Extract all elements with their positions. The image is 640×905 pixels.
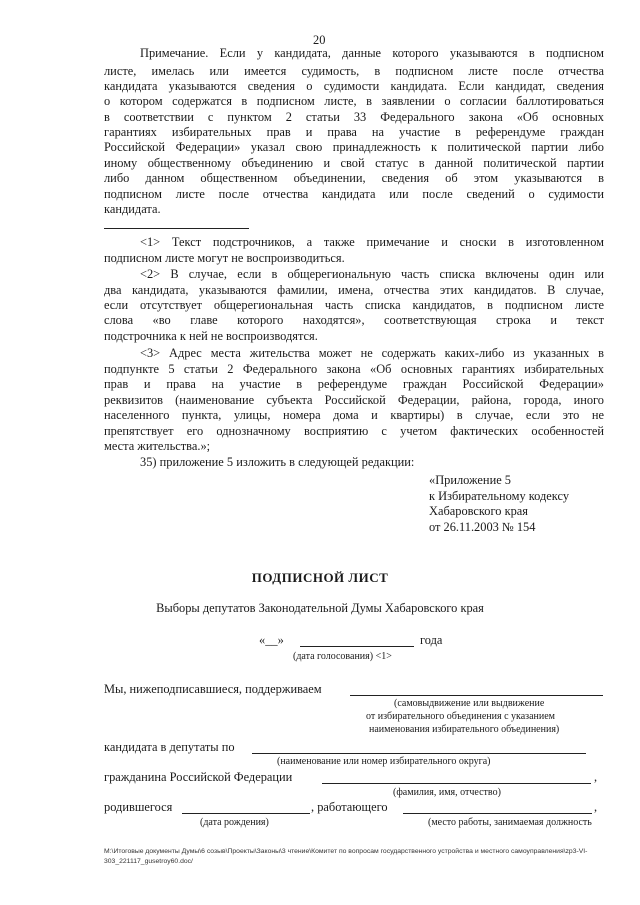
birth-date-caption: (дата рождения) bbox=[200, 817, 269, 828]
citizen-label: гражданина Российской Федерации bbox=[104, 770, 293, 784]
support-line bbox=[350, 695, 603, 696]
page-number: 20 bbox=[313, 33, 326, 47]
footnote-2-line: два кандидата, указываются фамилии, имена, отчества этих кандидатов. В случае, bbox=[104, 283, 604, 297]
candidate-label: кандидата в депутаты по bbox=[104, 740, 235, 754]
working-label: , работающего bbox=[311, 800, 388, 814]
date-line bbox=[300, 646, 414, 647]
footnote-3-line: подпункте 5 статьи 2 Федерального закона «Об основных гарантиях избирательных bbox=[104, 362, 604, 376]
note-line: кандидата указываются сведения о судимости кандидата. Если кандидат, сведения bbox=[104, 79, 604, 93]
footnote-separator bbox=[104, 228, 249, 229]
item-35: 35) приложение 5 изложить в следующей редакции: bbox=[140, 455, 415, 469]
note-line: Примечание. Если у кандидата, данные которого указываются в подписном bbox=[140, 46, 604, 60]
footnote-2-line: слова «во главе которого находятся», соответствующая строка и текст bbox=[104, 313, 604, 327]
note-line: либо данном общественном объединении, сведения об этом указываются в bbox=[104, 171, 604, 185]
footnote-3-line: прав и права на участие в референдуме граждан Российской Федерации» bbox=[104, 377, 604, 391]
file-path-line: 303_221117_gusetroy60.doc/ bbox=[104, 858, 193, 865]
appendix-line: Хабаровского края bbox=[429, 504, 528, 518]
form-title: ПОДПИСНОЙ ЛИСТ bbox=[251, 570, 389, 585]
note-line: кандидата. bbox=[104, 202, 161, 216]
footnote-3-line: препятствует его однозначному восприятию с учетом фактических особенностей bbox=[104, 424, 604, 438]
support-caption-line: от избирательного объединения с указанием bbox=[366, 711, 556, 722]
footnote-2-line: если отсутствует общерегиональная часть списка кандидатов, в подписном листе bbox=[104, 298, 604, 312]
date-year-label: года bbox=[420, 633, 443, 647]
comma: , bbox=[594, 770, 598, 784]
footnote-1-line: <1> Текст подстрочников, а также примечание и сноски в изготовленном bbox=[140, 235, 604, 249]
citizen-caption: (фамилия, имя, отчество) bbox=[393, 787, 501, 798]
footnote-3-line: населенного пункта, улицы, номера дома и квартиры) в случае, если это не bbox=[104, 408, 604, 422]
footnote-3-line: реквизитов (наименование субъекта Российской Федерации, района, города, иного bbox=[104, 393, 604, 407]
note-line: подписном листе после отчества кандидата или после сведений о судимости bbox=[104, 187, 604, 201]
birth-date-line bbox=[182, 813, 310, 814]
work-caption: (место работы, занимаемая должность bbox=[428, 817, 592, 828]
note-line: листе, имелась или имеется судимость, в подписном листе после отчества bbox=[104, 64, 604, 78]
support-caption-line: наименования избирательного объединения) bbox=[369, 724, 560, 735]
footnote-2-line: подстрочника к ней не воспроизводятся. bbox=[104, 329, 318, 343]
date-day: «__» bbox=[259, 633, 284, 647]
citizen-line bbox=[322, 783, 591, 784]
comma: , bbox=[594, 800, 598, 814]
note-line: о котором содержатся в подписном листе, в заявлении о согласии баллотироваться bbox=[104, 94, 604, 108]
support-caption-line: (самовыдвижение или выдвижение bbox=[394, 698, 545, 709]
appendix-line: к Избирательному кодексу bbox=[429, 489, 570, 503]
appendix-line: от 26.11.2003 № 154 bbox=[429, 520, 536, 534]
support-label: Мы, нижеподписавшиеся, поддерживаем bbox=[104, 682, 322, 696]
note-line: в соответствии с пунктом 2 статьи 33 Федерального закона «Об основных bbox=[104, 110, 604, 124]
born-label: родившегося bbox=[104, 800, 173, 814]
footnote-3-line: места жительства.»; bbox=[104, 439, 211, 453]
footnote-2-line: <2> В случае, если в общерегиональную часть списка включены один или bbox=[140, 267, 604, 281]
footnote-3-line: <3> Адрес места жительства может не содержать каких-либо из указанных в bbox=[140, 346, 604, 360]
candidate-caption: (наименование или номер избирательного округа) bbox=[277, 756, 491, 767]
date-caption: (дата голосования) <1> bbox=[293, 651, 392, 662]
note-line: иному общественному объединению и свой статус в данной политической партии bbox=[104, 156, 604, 170]
form-subtitle: Выборы депутатов Законодательной Думы Хабаровского края bbox=[156, 601, 484, 615]
note-line: гарантиях избирательных прав и права на участие в референдуме граждан bbox=[104, 125, 604, 139]
appendix-line: «Приложение 5 bbox=[429, 473, 511, 487]
file-path-line: M:\Итоговые документы Думы\6 созыв\Проекты\Законы\3 чтение\Комитет по вопросам государственного устройства и местного самоуправления\zp3-VI- bbox=[104, 848, 588, 855]
note-line: Российской Федерации» указал свою принадлежность к политической партии либо bbox=[104, 140, 604, 154]
footnote-1-line: подписном листе могут не воспроизводиться. bbox=[104, 251, 345, 265]
candidate-line bbox=[252, 753, 586, 754]
workplace-line bbox=[403, 813, 592, 814]
